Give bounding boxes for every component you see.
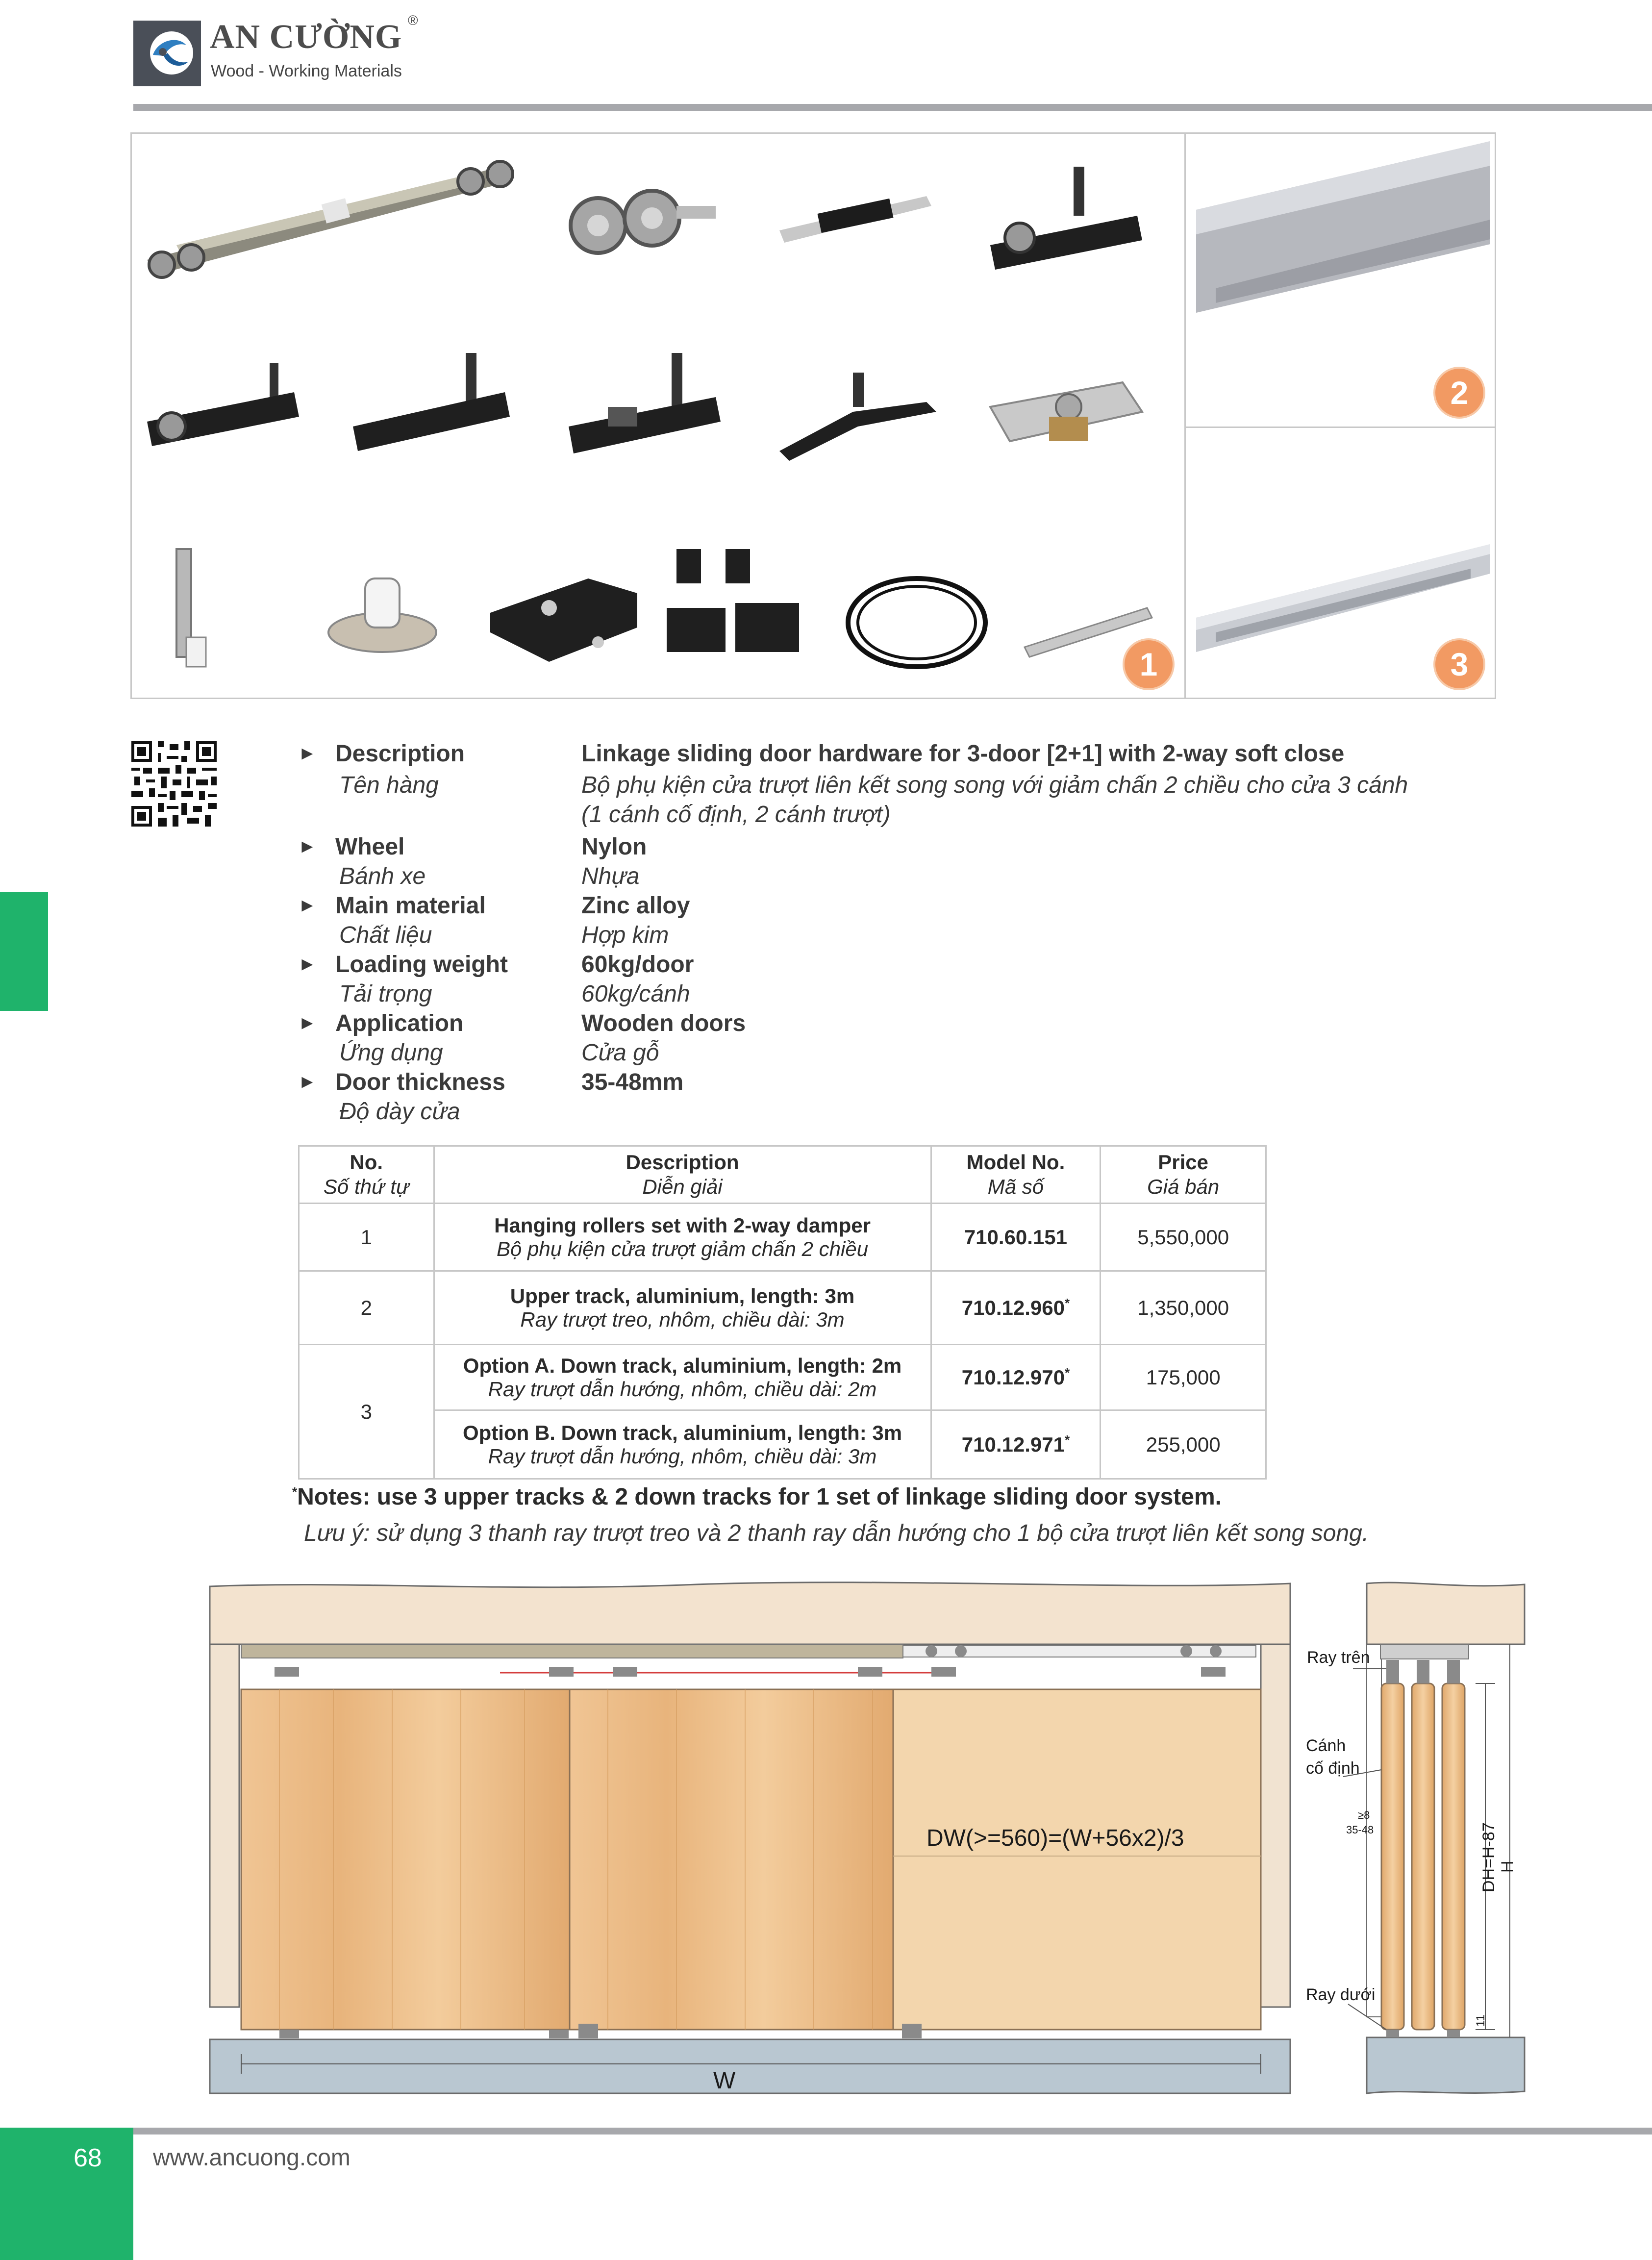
- floor-guide-part: [328, 578, 436, 652]
- damper-roller-part: [990, 167, 1142, 270]
- cell-model: 710.60.151: [931, 1204, 1101, 1271]
- cell-model: 710.12.960*: [931, 1271, 1101, 1345]
- side-floor: [1367, 2037, 1525, 2093]
- spec-label-vi-material: Chất liệu: [339, 922, 432, 948]
- cell-price: 175,000: [1101, 1345, 1266, 1410]
- spec-value-thickness: 35-48mm: [581, 1069, 684, 1095]
- spec-label-description: Description: [335, 741, 465, 767]
- table-header-row: [299, 1146, 1266, 1204]
- soft-close-part-b: [353, 353, 510, 451]
- table-row: [299, 1410, 1266, 1479]
- floor: [210, 2039, 1290, 2093]
- label-thickness: 35-48: [1346, 1824, 1374, 1836]
- spec-label-thickness: Door thickness: [335, 1069, 505, 1095]
- header-no: No. Số thứ tự: [299, 1146, 434, 1204]
- cell-no: 1: [299, 1204, 434, 1271]
- installation-diagram: [206, 1579, 1529, 2098]
- brand-logo: [133, 21, 201, 86]
- cable-part: [848, 578, 985, 667]
- logo-emblem-icon: [133, 21, 201, 86]
- label-co-dinh: cố định: [1306, 1759, 1360, 1778]
- spec-label-vi-loading: Tải trọng: [339, 981, 432, 1007]
- spec-value-vi-loading: 60kg/cánh: [581, 981, 690, 1007]
- guide-bracket-part: [779, 196, 931, 243]
- spec-value-vi-description: Bộ phụ kiện cửa trượt liên kết song song với giảm chấn 2 chiều cho cửa 3 cánh: [581, 772, 1408, 798]
- ceiling-beam: [210, 1582, 1290, 1644]
- cell-description: Option A. Down track, aluminium, length: 2m Ray trượt dẫn hướng, nhôm, chiều dài: 2m: [434, 1345, 931, 1410]
- label-canh: Cánh: [1306, 1736, 1346, 1755]
- bullet-triangle-icon: ►: [298, 836, 317, 857]
- label-ray-tren: Ray trên: [1307, 1648, 1370, 1667]
- wall-right: [1261, 1644, 1290, 2007]
- table-row: [299, 1204, 1266, 1271]
- hardware-parts-illustration: [137, 142, 1181, 691]
- spec-label-vi-thickness: Độ dày cửa: [339, 1099, 460, 1125]
- part-badge-3: 3: [1433, 638, 1485, 690]
- sliding-door-panel-2: [893, 1689, 1261, 2030]
- label-gap: ≥8: [1358, 1809, 1370, 1821]
- panel-divider-horizontal: [1185, 427, 1495, 428]
- side-ceiling: [1367, 1582, 1525, 1644]
- wall-left: [210, 1644, 239, 2007]
- spec-value-material: Zinc alloy: [581, 893, 690, 919]
- spec-value-application: Wooden doors: [581, 1010, 746, 1036]
- cell-model: 710.12.971*: [931, 1410, 1101, 1479]
- header-divider: [133, 104, 1652, 111]
- side-upper-track: [1380, 1644, 1469, 1659]
- price-table: [298, 1145, 1267, 1480]
- spec-value-description: Linkage sliding door hardware for 3-door [2+1] with 2-way soft close: [581, 741, 1345, 767]
- bullet-triangle-icon: ►: [298, 1072, 317, 1092]
- side-door-1: [1381, 1683, 1404, 2030]
- brand-name: AN CƯỜNG: [210, 18, 402, 56]
- spec-label-loading: Loading weight: [335, 952, 508, 978]
- width-formula: DW(>=560)=(W+56x2)/3: [926, 1825, 1184, 1851]
- part-badge-1: 1: [1123, 638, 1175, 690]
- table-row: [299, 1345, 1266, 1410]
- spec-label-vi-description: Tên hàng: [339, 772, 439, 798]
- label-eleven: 11: [1474, 2014, 1487, 2027]
- cell-model: 710.12.970*: [931, 1345, 1101, 1410]
- panel-divider-vertical: [1184, 133, 1186, 698]
- spec-value-vi-material: Hợp kim: [581, 922, 669, 948]
- label-h: H: [1498, 1860, 1517, 1873]
- mounting-bracket-part: [490, 578, 637, 662]
- spec-value-wheel: Nylon: [581, 834, 647, 860]
- bullet-triangle-icon: ►: [298, 1013, 317, 1033]
- registered-mark: ®: [408, 13, 418, 28]
- note-english: *Notes: use 3 upper tracks & 2 down tracks for 1 set of linkage sliding door system.: [292, 1484, 1222, 1510]
- cell-price: 1,350,000: [1101, 1271, 1266, 1345]
- pivot-plate-part: [990, 382, 1142, 441]
- note-vietnamese: Lưu ý: sử dụng 3 thanh ray trượt treo và 2 thanh ray dẫn hướng cho 1 bộ cửa trượt liên kết song song.: [304, 1520, 1369, 1546]
- roller-carriage-part: [147, 161, 513, 277]
- spec-value-vi-application: Cửa gỗ: [581, 1040, 659, 1066]
- header-price: Price Giá bán: [1101, 1146, 1266, 1204]
- page-number-block: [0, 2128, 133, 2260]
- cell-description: Option B. Down track, aluminium, length: 3m Ray trượt dẫn hướng, nhôm, chiều dài: 3m: [434, 1410, 931, 1479]
- damper-bracket-set-part: [667, 549, 799, 652]
- sliding-door-panel-1: [570, 1689, 893, 2030]
- spec-value-vi-description-2: (1 cánh cố định, 2 cánh trượt): [581, 802, 891, 828]
- bullet-triangle-icon: ►: [298, 954, 317, 975]
- header-description: Description Diễn giải: [434, 1146, 931, 1204]
- bullet-triangle-icon: ►: [298, 895, 317, 916]
- spec-label-wheel: Wheel: [335, 834, 405, 860]
- cell-no: 2: [299, 1271, 434, 1345]
- footer-divider: [133, 2128, 1652, 2134]
- cell-price: 5,550,000: [1101, 1204, 1266, 1271]
- spec-value-loading: 60kg/door: [581, 952, 694, 978]
- qr-code-icon[interactable]: [131, 741, 217, 827]
- spec-label-vi-wheel: Bánh xe: [339, 863, 426, 889]
- side-door-2: [1412, 1683, 1434, 2030]
- spec-value-vi-wheel: Nhựa: [581, 863, 640, 889]
- cell-no: 3: [299, 1345, 434, 1479]
- stopper-part: [779, 373, 936, 461]
- upper-track-fixed: [241, 1644, 903, 1658]
- header-model: Model No. Mã số: [931, 1146, 1101, 1204]
- bullet-triangle-icon: ►: [298, 743, 317, 764]
- cell-description: Upper track, aluminium, length: 3m Ray trượt treo, nhôm, chiều dài: 3m: [434, 1271, 931, 1345]
- cell-description: Hanging rollers set with 2-way damper Bộ phụ kiện cửa trượt giảm chấn 2 chiều: [434, 1204, 931, 1271]
- soft-close-part-c: [569, 353, 721, 453]
- cell-price: 255,000: [1101, 1410, 1266, 1479]
- spec-label-vi-application: Ứng dụng: [339, 1040, 443, 1066]
- label-dh: DH=H-87: [1479, 1822, 1498, 1892]
- fixed-door-panel: [241, 1689, 570, 2030]
- width-label: W: [713, 2068, 736, 2094]
- brand-tagline: Wood - Working Materials: [211, 62, 402, 80]
- section-tab-marker: [0, 892, 48, 1011]
- spec-label-material: Main material: [335, 893, 486, 919]
- soft-close-part-a: [147, 363, 299, 446]
- part-badge-2: 2: [1433, 367, 1485, 419]
- table-row: [299, 1271, 1266, 1345]
- twin-wheel-part: [571, 191, 716, 253]
- guide-pin-part: [176, 549, 206, 667]
- side-door-3: [1442, 1683, 1465, 2030]
- label-ray-duoi: Ray dưới: [1306, 1985, 1376, 2004]
- website-link[interactable]: www.ancuong.com: [153, 2145, 350, 2171]
- spec-label-application: Application: [335, 1010, 464, 1036]
- page-number: 68: [74, 2144, 102, 2172]
